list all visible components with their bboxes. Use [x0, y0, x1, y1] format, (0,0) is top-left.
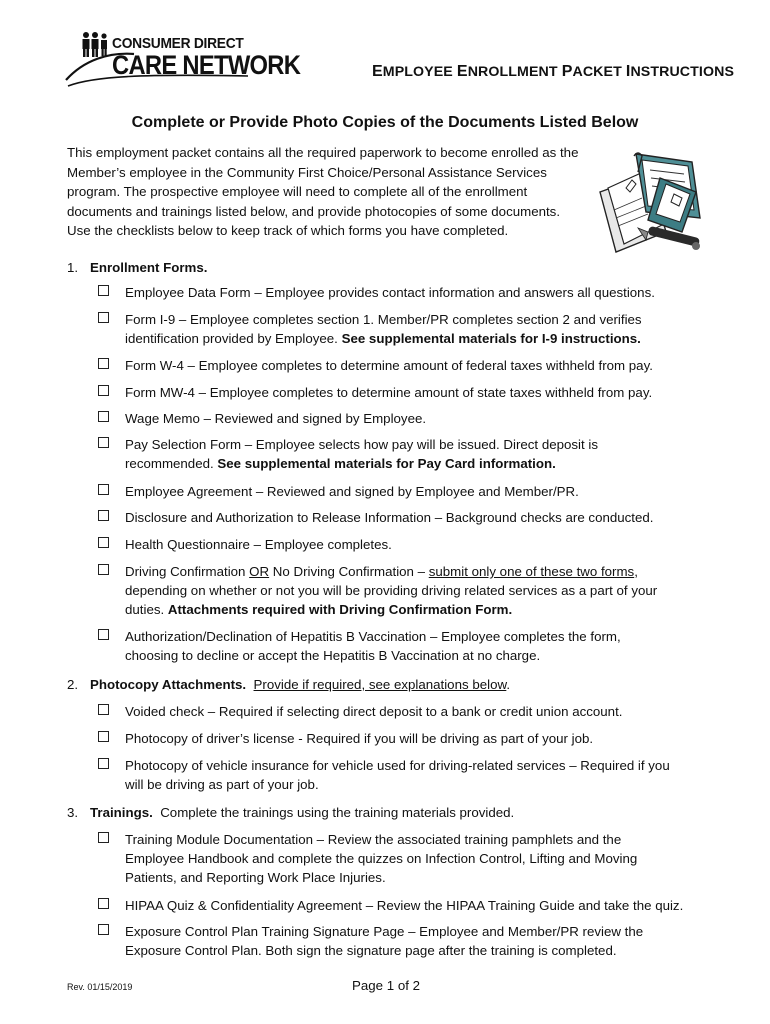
title-part: MPLOYEE	[382, 64, 457, 80]
item-text: Health Questionnaire – Employee completes.	[125, 537, 392, 552]
title-part: NROLLMENT	[467, 64, 562, 80]
item-text: Photocopy of driver’s license - Required if you will be driving as part of your job.	[125, 731, 594, 746]
section-title: Photocopy Attachments.	[90, 677, 247, 692]
title-cap: E	[456, 63, 468, 80]
section-photocopy-attachments	[67, 675, 510, 694]
item-text: Exposure Control Plan. Both sign the signature page after the training is completed.	[125, 943, 617, 959]
item-text: Form W-4 – Employee completes to determine amount of federal taxes withheld from pay.	[125, 358, 653, 373]
checkbox[interactable]	[98, 411, 109, 422]
item-text: identification provided by Employee.	[125, 331, 342, 347]
document-title	[372, 63, 734, 81]
page-heading: Complete or Provide Photo Copies of the Documents Listed Below	[131, 114, 639, 131]
item-text: Disclosure and Authorization to Release Information – Background checks are conducted.	[125, 510, 654, 525]
section-trainings	[67, 803, 514, 822]
item-text: Employee Handbook and complete the quizzes on Infection Control, Lifting and Moving	[125, 851, 638, 867]
item-text: Wage Memo – Reviewed and signed by Employee.	[125, 411, 427, 426]
section-number: 1.	[67, 260, 79, 275]
item-text: Photocopy of vehicle insurance for vehicle used for driving-related services – Required if you	[125, 758, 670, 773]
intro-line: program. The prospective employee will need to complete all of the enrollment	[67, 184, 528, 199]
item-text: Form MW-4 – Employee completes to determine amount of state taxes withheld from pay.	[125, 385, 653, 400]
revision-date: Rev. 01/15/2019	[67, 982, 133, 992]
item-text: recommended.	[125, 456, 218, 472]
intro-line: Use the checklists below to keep track of which forms you have completed.	[67, 223, 509, 238]
item-text: ,	[634, 564, 638, 579]
section-enrollment-forms	[67, 258, 207, 277]
checkbox[interactable]	[98, 731, 109, 742]
title-cap: P	[561, 63, 573, 80]
item-text: depending on whether or not you will be providing driving related services as a part of your	[125, 583, 658, 599]
checkbox[interactable]	[98, 385, 109, 396]
item-text: Training Module Documentation – Review the associated training pamphlets and the	[125, 832, 622, 847]
checkbox[interactable]	[98, 758, 109, 769]
checkbox[interactable]	[98, 924, 109, 935]
item-text: choosing to decline or accept the Hepatitis B Vaccination at no charge.	[125, 648, 541, 664]
intro-line: documents and trainings listed below, and provide photocopies of some documents.	[67, 203, 561, 219]
checkbox[interactable]	[98, 832, 109, 843]
checkbox[interactable]	[98, 629, 109, 640]
checkbox[interactable]	[98, 285, 109, 296]
intro-line: This employment packet contains all the required paperwork to become enrolled as the	[67, 145, 579, 160]
section-description: Complete the trainings using the training materials provided.	[160, 805, 515, 820]
item-text: will be driving as part of your job.	[125, 777, 319, 793]
item-text: HIPAA Quiz & Confidentiality Agreement – Review the HIPAA Training Guide and take the quiz.	[125, 898, 684, 913]
item-text: Employee Data Form – Employee provides contact information and answers all questions.	[125, 285, 655, 300]
title-part: NSTRUCTIONS	[630, 64, 735, 80]
item-note-bold: See supplemental materials for I-9 instructions.	[341, 331, 641, 347]
item-text: Employee Agreement – Reviewed and signed by Employee and Member/PR.	[125, 484, 579, 499]
logo-line-1: CONSUMER DIRECT	[112, 35, 244, 52]
section-title: Trainings.	[90, 805, 153, 820]
item-note-bold: See supplemental materials for Pay Card information.	[217, 456, 556, 472]
item-underline: submit only one of these two forms	[428, 564, 635, 579]
checkbox[interactable]	[98, 437, 109, 448]
item-text: Driving Confirmation	[125, 564, 250, 579]
section-note: Provide if required, see explanations below	[253, 677, 507, 692]
logo-line-2: CARE NETWORK	[112, 50, 301, 80]
intro-line: Member’s employee in the Community First Choice/Personal Assistance Services	[67, 164, 547, 180]
title-cap: E	[372, 63, 383, 80]
checkbox[interactable]	[98, 510, 109, 521]
title-part: ACKET	[572, 64, 626, 80]
section-number: 2.	[67, 677, 79, 692]
item-text: duties.	[125, 602, 168, 618]
checkbox[interactable]	[98, 564, 109, 575]
title-cap: I	[625, 63, 631, 80]
folder-papers-clipart-icon	[596, 148, 708, 256]
checkbox[interactable]	[98, 537, 109, 548]
item-text: Voided check – Required if selecting direct deposit to a bank or credit union account.	[125, 704, 623, 719]
checkbox[interactable]	[98, 484, 109, 495]
intro-paragraph	[67, 143, 612, 241]
checkbox[interactable]	[98, 898, 109, 909]
company-logo	[64, 30, 301, 96]
section-note-end: .	[506, 677, 511, 692]
checkbox[interactable]	[98, 358, 109, 369]
item-text: Pay Selection Form – Employee selects how pay will be issued. Direct deposit is	[125, 437, 598, 452]
item-text: Form I-9 – Employee completes section 1. Member/PR completes section 2 and verifies	[125, 312, 642, 327]
checkbox[interactable]	[98, 312, 109, 323]
item-text: Authorization/Declination of Hepatitis B Vaccination – Employee completes the form,	[125, 629, 621, 644]
item-text: Patients, and Reporting Work Place Injuries.	[125, 870, 386, 886]
page-number: Page 1 of 2	[352, 978, 421, 993]
section-title: Enrollment Forms.	[90, 260, 208, 275]
item-text: No Driving Confirmation –	[269, 564, 429, 579]
item-text: Exposure Control Plan Training Signature Page – Employee and Member/PR review the	[125, 924, 644, 939]
checkbox[interactable]	[98, 704, 109, 715]
section-number: 3.	[67, 805, 79, 820]
item-underline: OR	[249, 564, 270, 579]
item-note-bold: Attachments required with Driving Confirmation Form.	[167, 602, 513, 618]
